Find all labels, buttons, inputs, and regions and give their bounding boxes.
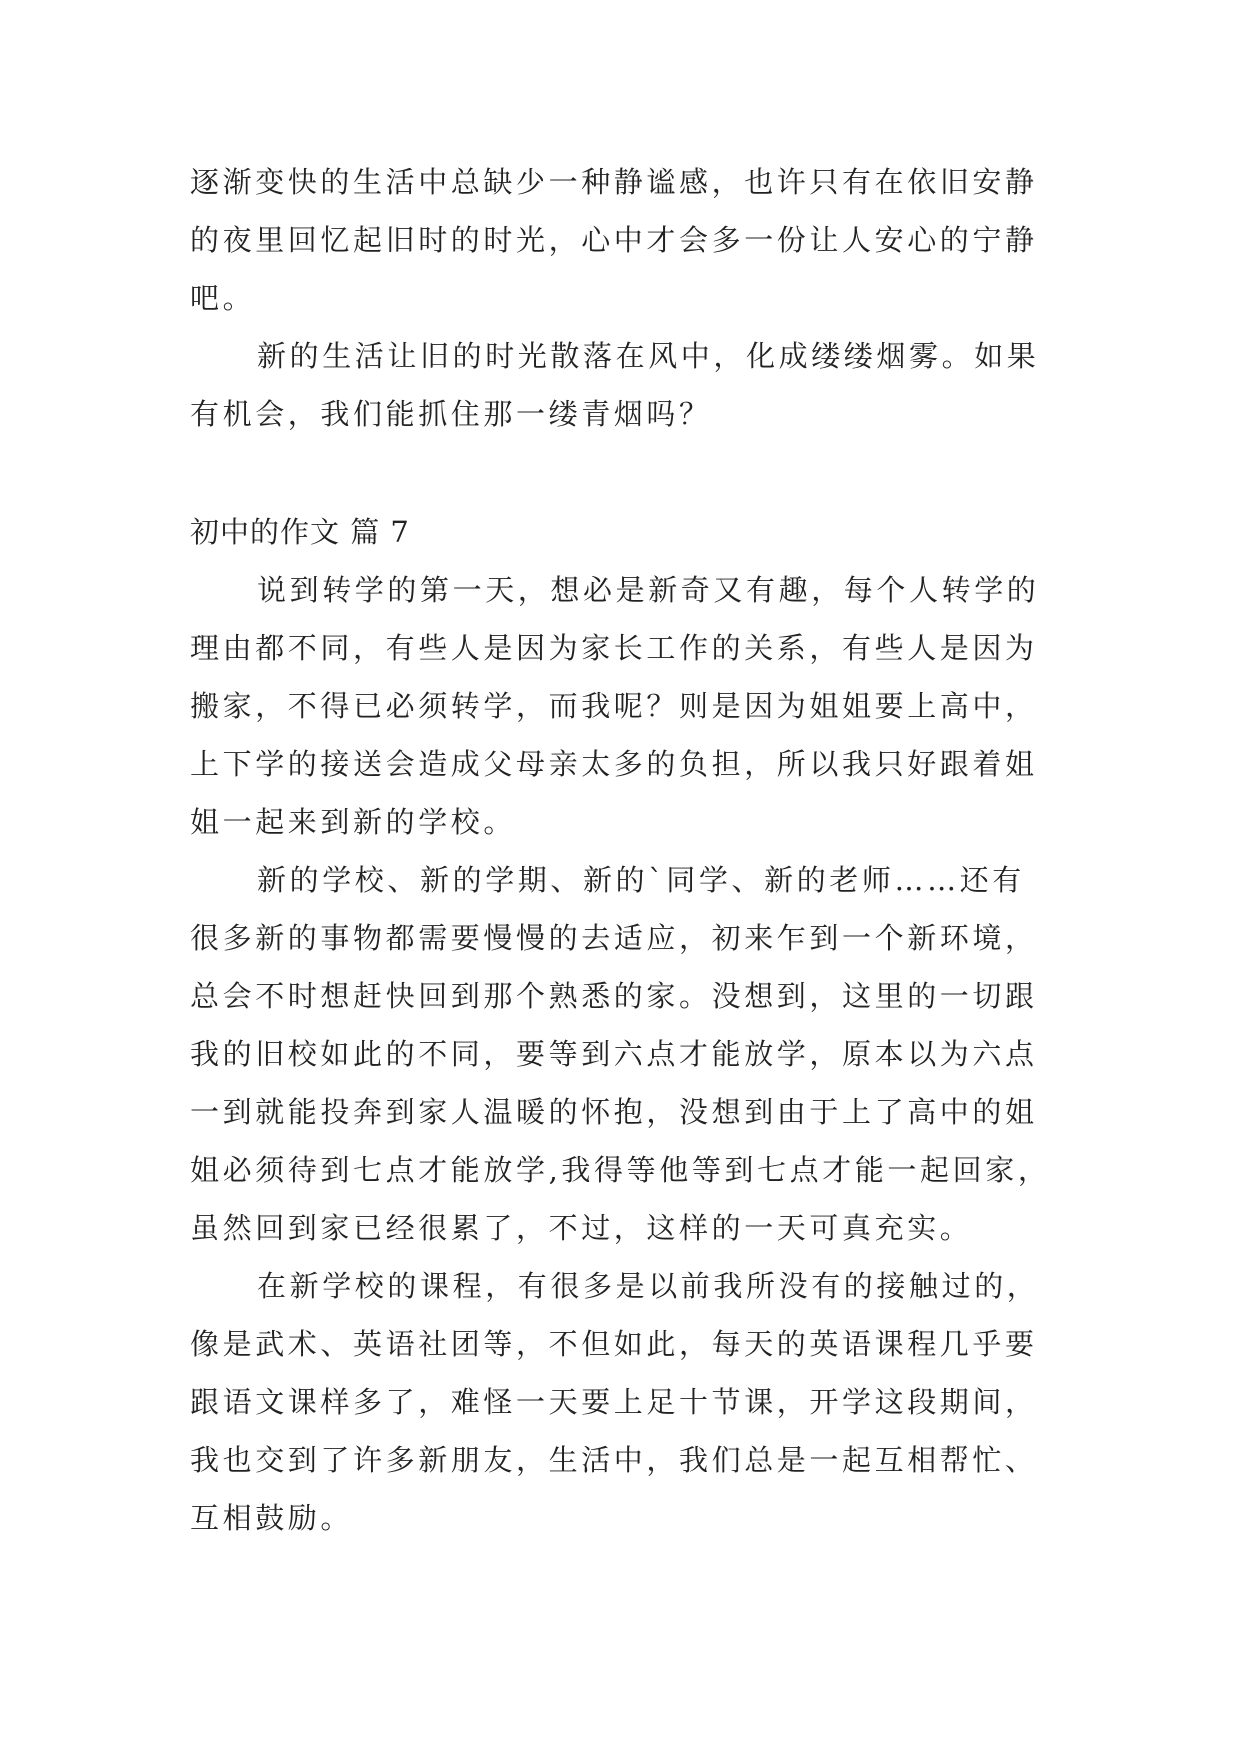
paragraph-line: 逐渐变快的生活中总缺少一种静谧感，也许只有在依旧安静 bbox=[190, 165, 1038, 199]
paragraph-line: 说到转学的第一天，想必是新奇又有趣，每个人转学的 bbox=[257, 573, 1040, 607]
section-heading: 初中的作文 篇 7 bbox=[190, 515, 410, 549]
paragraph-line: 姐必须待到七点才能放学,我得等他等到七点才能一起回家， bbox=[190, 1153, 1051, 1187]
paragraph-line: 新的学校、新的学期、新的`同学、新的老师……还有 bbox=[257, 863, 1025, 897]
paragraph-line: 我的旧校如此的不同，要等到六点才能放学，原本以为六点 bbox=[190, 1037, 1038, 1071]
paragraph-line: 一到就能投奔到家人温暖的怀抱，没想到由于上了高中的姐 bbox=[190, 1095, 1038, 1129]
paragraph-line: 像是武术、英语社团等，不但如此，每天的英语课程几乎要 bbox=[190, 1327, 1038, 1361]
paragraph-line: 有机会，我们能抓住那一缕青烟吗？ bbox=[190, 397, 712, 431]
paragraph-line: 吧。 bbox=[190, 281, 256, 315]
paragraph-line: 我也交到了许多新朋友，生活中，我们总是一起互相帮忙、 bbox=[190, 1443, 1038, 1477]
paragraph-line: 新的生活让旧的时光散落在风中，化成缕缕烟雾。如果 bbox=[257, 339, 1040, 373]
paragraph-line: 很多新的事物都需要慢慢的去适应，初来乍到一个新环境， bbox=[190, 921, 1038, 955]
paragraph-line: 跟语文课样多了，难怪一天要上足十节课，开学这段期间， bbox=[190, 1385, 1038, 1419]
paragraph-line: 总会不时想赶快回到那个熟悉的家。没想到，这里的一切跟 bbox=[190, 979, 1038, 1013]
paragraph-line: 上下学的接送会造成父母亲太多的负担，所以我只好跟着姐 bbox=[190, 747, 1038, 781]
paragraph-line: 在新学校的课程，有很多是以前我所没有的接触过的， bbox=[257, 1269, 1040, 1303]
paragraph-line: 的夜里回忆起旧时的时光，心中才会多一份让人安心的宁静 bbox=[190, 223, 1038, 257]
paragraph-line: 互相鼓励。 bbox=[190, 1501, 354, 1535]
paragraph-line: 姐一起来到新的学校。 bbox=[190, 805, 517, 839]
paragraph-line: 搬家，不得已必须转学，而我呢？则是因为姐姐要上高中， bbox=[190, 689, 1038, 723]
paragraph-line: 理由都不同，有些人是因为家长工作的关系，有些人是因为 bbox=[190, 631, 1038, 665]
paragraph-line: 虽然回到家已经很累了，不过，这样的一天可真充实。 bbox=[190, 1211, 973, 1245]
